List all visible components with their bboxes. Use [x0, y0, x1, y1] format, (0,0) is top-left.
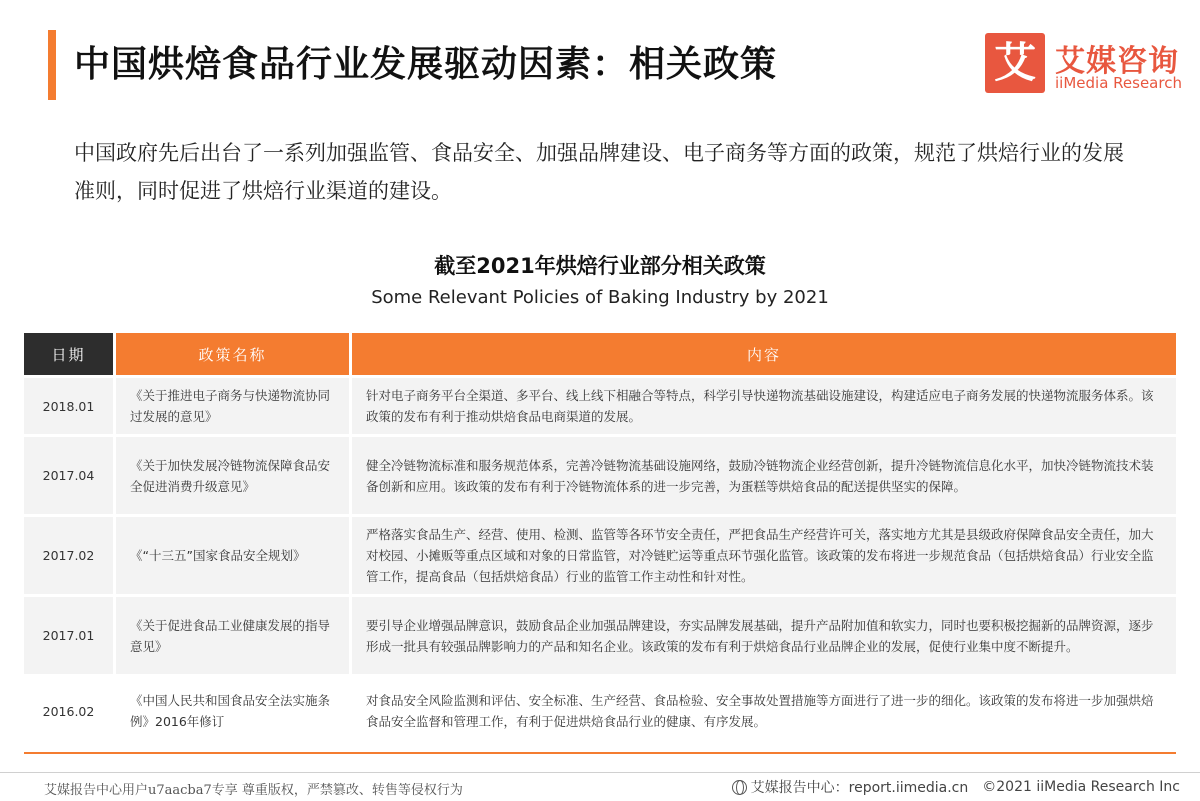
row-content: 严格落实食品生产、经营、使用、检测、监管等各环节安全责任，严把食品生产经营许可关，落实地方尤其是县级政府保障食品安全责任，加大对校园、小摊贩等重点区域和对象的日常监管，对冷链贮运等重点环节强化监管。该政策的发布将进一步规范食品（包括烘焙食品）行业安全监管工作，提高食品（包括烘焙食品）行业的监管工作主动性和针对性。 — [349, 517, 1176, 594]
row-content: 针对电子商务平台全渠道、多平台、线上线下相融合等特点，科学引导快递物流基础设施建设，构建适应电子商务发展的快递物流服务体系。该政策的发布有利于推动烘焙食品电商渠道的发展。 — [349, 378, 1176, 434]
table-row — [24, 597, 1176, 674]
header-date: 日期 — [24, 333, 113, 375]
logo-chinese-name: 艾媒咨询 — [1055, 44, 1179, 79]
table-bottom-rule — [24, 752, 1176, 754]
footer-source — [732, 777, 1180, 797]
row-policy-name: 《中国人民共和国食品安全法实施条例》2016年修订 — [113, 677, 349, 745]
table-title: 截至2021年烘焙行业部分相关政策 — [434, 254, 766, 278]
policy-table — [24, 330, 1176, 748]
intro-paragraph: 中国政府先后出台了一系列加强监管、食品安全、加强品牌建设、电子商务等方面的政策，规范了烘焙行业的发展准则，同时促进了烘焙行业渠道的建设。 — [74, 141, 1124, 203]
header-policy-name: 政策名称 — [113, 333, 349, 375]
page-title: 中国烘焙食品行业发展驱动因素：相关政策 — [74, 44, 778, 85]
row-policy-name: 《关于推进电子商务与快递物流协同过发展的意见》 — [113, 378, 349, 434]
row-content: 健全冷链物流标准和服务规范体系，完善冷链物流基础设施网络，鼓励冷链物流企业经营创新，提升冷链物流信息化水平，加快冷链物流技术装备创新和应用。该政策的发布有利于冷链物流体系的进一步完善，为蛋糕等烘焙食品的配送提供坚实的保障。 — [349, 437, 1176, 514]
row-date: 2018.01 — [24, 378, 113, 434]
header-content: 内容 — [349, 333, 1176, 375]
row-content: 要引导企业增强品牌意识，鼓励食品企业加强品牌建设，夯实品牌发展基础，提升产品附加值和软实力，同时也要积极挖掘新的品牌资源，逐步形成一批具有较强品牌影响力的产品和知名企业。该政策的发布有利于烘焙食品行业品牌企业的发展，促使行业集中度不断提升。 — [349, 597, 1176, 674]
footer-divider — [0, 772, 1200, 773]
title-accent-bar — [48, 30, 56, 100]
row-date: 2017.04 — [24, 437, 113, 514]
row-content: 对食品安全风险监测和评估、安全标准、生产经营、食品检验、安全事故处置措施等方面进行了进一步的细化。该政策的发布将进一步加强烘焙食品安全监督和管理工作，有利于促进烘焙食品行业的健康、有序发展。 — [349, 677, 1176, 745]
row-policy-name: 《关于加快发展冷链物流保障食品安全促进消费升级意见》 — [113, 437, 349, 514]
footer-site-link[interactable]: 艾媒报告中心：report.iimedia.cn — [750, 780, 969, 796]
table-row — [24, 677, 1176, 745]
row-policy-name: 《关于促进食品工业健康发展的指导意见》 — [113, 597, 349, 674]
row-date: 2016.02 — [24, 677, 113, 745]
table-subtitle: Some Relevant Policies of Baking Industry by 2021 — [371, 287, 829, 308]
table-header-row — [24, 333, 1176, 375]
table-row — [24, 517, 1176, 594]
globe-icon — [732, 780, 747, 795]
logo-english-name: iiMedia Research — [1055, 74, 1182, 92]
iimedia-logo — [985, 30, 1185, 100]
row-policy-name: 《“十三五”国家食品安全规划》 — [113, 517, 349, 594]
footer-copyright-notice: 艾媒报告中心用户u7aacba7专享 尊重版权，严禁篡改、转售等侵权行为 — [44, 783, 463, 798]
logo-mark-icon: 艾 — [985, 33, 1045, 93]
table-row — [24, 437, 1176, 514]
table-row — [24, 378, 1176, 434]
footer-copyright: ©2021 iiMedia Research Inc — [982, 779, 1180, 795]
row-date: 2017.01 — [24, 597, 113, 674]
row-date: 2017.02 — [24, 517, 113, 594]
